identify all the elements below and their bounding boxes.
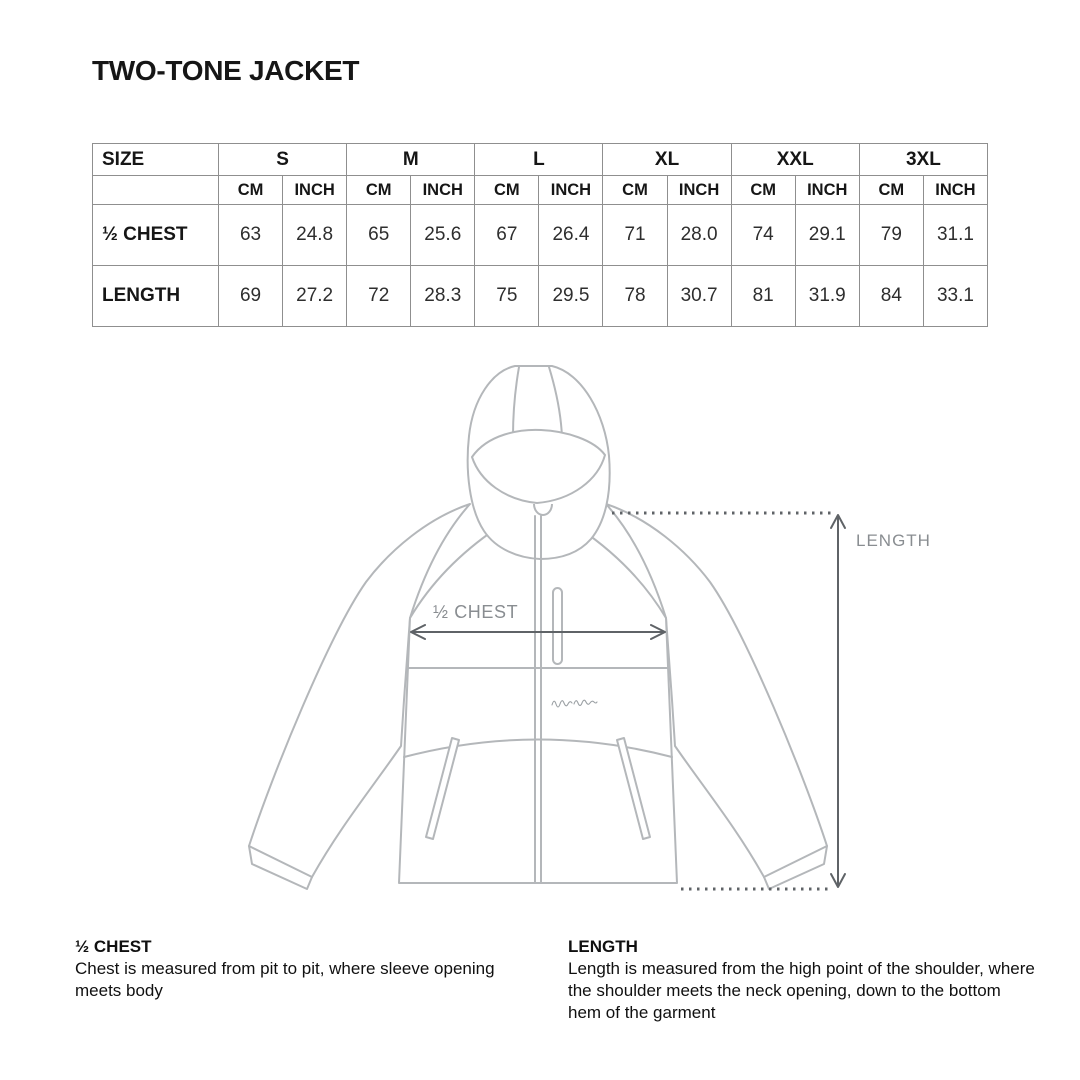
measurement-cell: 26.4 bbox=[539, 205, 603, 266]
unit-header-inch: INCH bbox=[283, 176, 347, 205]
note-length-heading: LENGTH bbox=[568, 937, 638, 956]
measurement-cell: 84 bbox=[859, 266, 923, 327]
row-label-length: LENGTH bbox=[93, 266, 219, 327]
measurement-cell: 75 bbox=[475, 266, 539, 327]
note-length bbox=[568, 936, 1036, 1024]
note-chest-heading: ½ CHEST bbox=[75, 937, 152, 956]
unit-header-inch: INCH bbox=[667, 176, 731, 205]
measurement-cell: 65 bbox=[347, 205, 411, 266]
note-length-body: Length is measured from the high point of the shoulder, where the shoulder meets the neck opening, down to the bottom hem of the garment bbox=[568, 959, 1035, 1022]
measurement-cell: 63 bbox=[219, 205, 283, 266]
measurement-cell: 78 bbox=[603, 266, 667, 327]
measurement-cell: 72 bbox=[347, 266, 411, 327]
measurement-cell: 28.3 bbox=[411, 266, 475, 327]
unit-header-inch: INCH bbox=[923, 176, 987, 205]
size-col-header-m: M bbox=[347, 144, 475, 176]
measurement-cell: 28.0 bbox=[667, 205, 731, 266]
unit-header-cm: CM bbox=[603, 176, 667, 205]
measurement-cell: 81 bbox=[731, 266, 795, 327]
note-chest-body: Chest is measured from pit to pit, where sleeve opening meets body bbox=[75, 959, 495, 1000]
measurement-cell: 30.7 bbox=[667, 266, 731, 327]
unit-header-inch: INCH bbox=[411, 176, 475, 205]
measurement-cell: 79 bbox=[859, 205, 923, 266]
size-col-header-xl: XL bbox=[603, 144, 731, 176]
measurement-cell: 69 bbox=[219, 266, 283, 327]
unit-header-inch: INCH bbox=[539, 176, 603, 205]
size-col-header-3xl: 3XL bbox=[859, 144, 987, 176]
measurement-cell: 31.9 bbox=[795, 266, 859, 327]
measurement-cell: 24.8 bbox=[283, 205, 347, 266]
measurement-cell: 71 bbox=[603, 205, 667, 266]
note-chest bbox=[75, 936, 537, 1002]
size-col-header-s: S bbox=[219, 144, 347, 176]
unit-header-cm: CM bbox=[731, 176, 795, 205]
page-title: TWO-TONE JACKET bbox=[92, 55, 360, 86]
size-corner-header: SIZE bbox=[93, 144, 219, 176]
measurement-cell: 29.5 bbox=[539, 266, 603, 327]
measurement-cell: 74 bbox=[731, 205, 795, 266]
unit-header-cm: CM bbox=[347, 176, 411, 205]
diagram-length-label: LENGTH bbox=[856, 531, 931, 550]
measurement-cell: 29.1 bbox=[795, 205, 859, 266]
unit-header-cm: CM bbox=[859, 176, 923, 205]
unit-header-cm: CM bbox=[219, 176, 283, 205]
diagram-chest-label: ½ CHEST bbox=[433, 602, 519, 622]
measurement-cell: 33.1 bbox=[923, 266, 987, 327]
size-col-header-l: L bbox=[475, 144, 603, 176]
measurement-cell: 25.6 bbox=[411, 205, 475, 266]
measurement-cell: 31.1 bbox=[923, 205, 987, 266]
size-col-header-xxl: XXL bbox=[731, 144, 859, 176]
unit-header-cm: CM bbox=[475, 176, 539, 205]
measurement-cell: 67 bbox=[475, 205, 539, 266]
row-label-half-chest: ½ CHEST bbox=[93, 205, 219, 266]
unit-header-inch: INCH bbox=[795, 176, 859, 205]
jacket-body bbox=[399, 528, 677, 883]
measurement-cell: 27.2 bbox=[283, 266, 347, 327]
